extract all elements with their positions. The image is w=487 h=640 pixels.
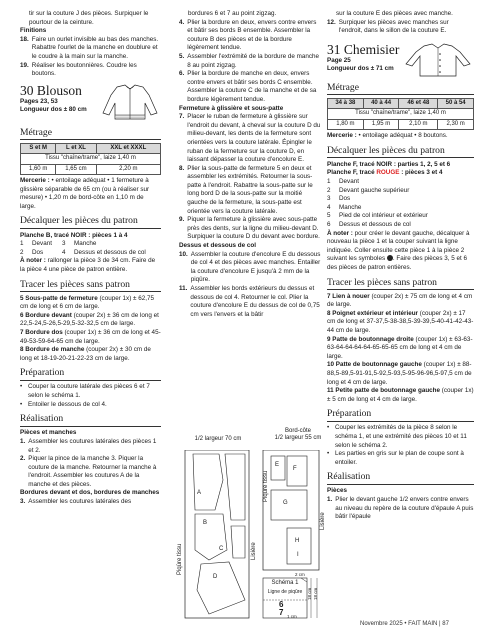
fabric-value: 2,10 m <box>399 119 438 129</box>
piece-letter: H <box>295 538 300 544</box>
size-header: S et M <box>21 143 56 153</box>
metrage-table <box>327 98 474 130</box>
piece-row: 1 Devant <box>327 177 359 185</box>
divider <box>20 139 161 140</box>
step-1: 1. Plier le devant gauche 1/2 envers contre envers au niveau du repère de la couture d'épaule A puis bâtir l'épaule <box>327 496 474 521</box>
intro-text: tir sur la couture J des pièces. Surpiquer le pourtour de la ceinture. <box>29 10 149 26</box>
step-1: 1. Assembler les coutures latérales des pièces 1 et 2. <box>20 437 157 454</box>
size-header: 46 et 48 <box>399 98 438 108</box>
dim-label: 2 cm <box>295 572 305 577</box>
chemisier-title: 31 Chemisier <box>327 41 400 57</box>
preparation-heading: Préparation <box>20 367 65 379</box>
preparation-heading: Préparation <box>327 408 372 420</box>
step-12: 12. Surpiquer les pièces avec manches sur l'endroit, dans le sillon de la couture E. <box>327 18 449 35</box>
fabric-row: Tissu "chaîne/trame", laize 1,40 m <box>21 154 161 164</box>
piece-letter: A <box>197 490 202 496</box>
step-4: 4. Plier la bordure en deux, envers contre envers et bâtir ses bords B ensemble. Assembler la couture B des pièces et de la bordure légèrement tendue. <box>179 18 317 52</box>
mercerie-text: Mercerie : • entoilage adéquat • 1 fermeture à glissière séparable de 65 cm (ou à réaliser sur mesure) • 1,20 m de bord-côte en 1,10 m de large. <box>20 177 150 210</box>
piece-letter: E <box>275 462 280 468</box>
piece-letter: C <box>219 546 224 552</box>
left-width-label: 1/2 largeur 70 cm <box>194 436 242 442</box>
tracer-heading: Tracer les pièces sans patron <box>327 276 437 288</box>
piece-row: 4 Manche <box>327 203 362 211</box>
metrage-heading: Métrage <box>20 126 52 138</box>
chemisier-length: Longueur dos ± 71 cm <box>327 65 394 73</box>
metrage-table <box>20 143 161 175</box>
divider <box>20 228 161 229</box>
piqure-tissu-label: Piqûre tissu <box>177 543 183 575</box>
piece-letter: I <box>297 552 299 558</box>
a-noter: À noter : pour créer le devant gauche, décalquer à nouveau la pièce 1 et la couper suivant la ligne indiquée. Coller ensuite cette pièce 1 à la pièce 2 suivant les symboles . Faire des pièces 3, 5 et 6 des pièces de patron entières. <box>327 229 470 271</box>
bullet-item: • Couper la couture latérale des pièces 6 et 7 selon le schéma 1. <box>20 383 150 400</box>
a-noter: À noter : rallonger la pièce 3 de 34 cm. Faire de la pièce 4 une pièce de patron entière. <box>20 257 156 273</box>
fabric-value: 2,30 m <box>438 119 474 129</box>
planche-f-red: Planche F, tracé ROUGE : pièces 3 et 4 <box>327 169 443 177</box>
blouson-length: Longueur dos ± 80 cm <box>20 106 87 114</box>
cutting-plan <box>177 428 327 620</box>
fabric-value: 1,60 m <box>21 164 56 174</box>
piece-row: 6 Dessus et dessous de col <box>327 220 411 228</box>
size-header: 34 à 38 <box>328 98 364 108</box>
ligne-label: Ligne de piqûre <box>267 589 303 595</box>
dim-label: 18 cm <box>307 587 312 600</box>
divider <box>327 421 474 422</box>
tracer-item-5: 5 Sous-patte de fermeture (couper 1x) ± 62,75 cm de long et 6 cm de large. <box>20 294 155 311</box>
divider <box>20 291 161 292</box>
piece-row: 3 Dos <box>327 195 351 203</box>
column-3 <box>327 10 474 522</box>
dessus-heading: Dessus et dessous de col <box>179 242 256 250</box>
bullet-item: • Couper les extrémités de la pièce 8 selon le schéma 1, et une extrémité des pièces 10 et 11 selon le schéma 2. <box>327 424 467 449</box>
step-9: 9. Piquer la fermeture à glissière avec sous-patte près des dents, sur la ligne du milieu-devant D. Surpiquer la couture D du devant avec bordure. <box>179 216 320 241</box>
blouson-header <box>20 83 161 123</box>
tracer-item-7: 7 Bordure dos (couper 1x) ± 36 cm de long et 45-49-53-59-64-65 cm de large. <box>20 328 161 345</box>
right-width-label: Bord-côte 1/2 largeur 55 cm <box>274 428 322 441</box>
piece-letter: B <box>203 520 208 526</box>
step-10: 10. Assembler la couture d'encolure E du dessous de col 4 et des pièces avec manches. Entailler la couture d'encolure E jusqu'à 2 mm de la piqûre. <box>179 250 321 284</box>
tracer-item-8: 8 Bordure de manche (couper 2x) ± 30 cm de long et 18-19-20-21-22-23 cm de large. <box>20 346 151 362</box>
piece-6-label: 6 <box>279 600 284 609</box>
divider <box>327 484 474 485</box>
step-3: 3. Assembler les coutures latérales des <box>20 498 132 506</box>
fabric-value: 2,20 m <box>96 164 160 174</box>
tracer-item-7: 7 Lien à nouer (couper 2x) ± 75 cm de long et 4 cm de large. <box>327 292 473 309</box>
divider <box>20 380 161 381</box>
bordures-heading: Bordures devant et dos, bordures de manches <box>20 489 160 497</box>
step-18: 18. Faire un ourlet invisible au bas des manches. Rabattre l'ourlet de la manche en doublure et le coudre à la main sur la manche. <box>20 35 159 60</box>
piece-letter: D <box>213 574 218 580</box>
chemisier-pages: Page 25 <box>327 56 351 64</box>
realisation-heading: Réalisation <box>327 471 371 483</box>
lisiere-label: Lisière <box>320 512 326 530</box>
tracer-item-8: 8 Poignet extérieur et intérieur (couper 2x) ± 17 cm de long et 37-37,5-38-38,5-39-39,5-40-41-42-43-44 cm de large. <box>327 309 474 334</box>
pieces-heading: Pièces <box>327 487 347 495</box>
intro-text: bordures 6 et 7 au point zigzag. <box>188 10 277 17</box>
divider <box>327 289 474 290</box>
divider <box>20 426 161 427</box>
step-6: 6. Plier la bordure de manche en deux, envers contre envers et bâtir ses bords C ensemble. Assembler la couture C de la manche et de sa bordure légèrement tendue. <box>179 70 317 103</box>
size-header: 50 à 54 <box>438 98 474 108</box>
column-2 <box>179 10 321 319</box>
decalquer-heading: Décalquer les pièces du patron <box>20 215 138 227</box>
piece-row: 1 Devant 3 Manche <box>20 240 97 248</box>
step-8: 8. Plier la sous-patte de fermeture 5 en deux et assembler les extrémités. Retourner la sous-patte à l'endroit. Rabattre la sous-patte sur le long bord D de la sous-patte sur la moitié gauche de la fermeture, la sous-patte est orientée vers la couture latérale. <box>179 164 313 215</box>
bullet-item: • Entoiler le dessous de col 4. <box>20 400 107 408</box>
column-1 <box>20 10 161 507</box>
size-header: L et XL <box>56 143 96 153</box>
fabric-value: 1,80 m <box>328 119 364 129</box>
dim-label: 18 cm <box>313 587 318 600</box>
fabric-value: 1,95 m <box>363 119 399 129</box>
size-header: 40 à 44 <box>363 98 399 108</box>
blouson-pages: Pages 23, 53 <box>20 97 58 105</box>
step-7: 7. Placer le ruban de fermeture à glissière sur l'endroit du devant, à cheval sur la couture D du milieu-devant, les dents de la fermeture sont orientées vers la couture latérale. Épingler le ruban de la fermeture sur la couture D, en laissant dépasser la couture d'encolure E. <box>179 113 321 164</box>
piece-letter: G <box>283 500 288 506</box>
divider <box>327 94 474 95</box>
intro-text: sur la couture E des pièces avec manche. <box>336 10 453 17</box>
planche-f: Planche F, tracé NOIR : parties 1, 2, 5 et 6 <box>327 160 451 168</box>
tracer-item-9: 9 Patte de boutonnage droite (couper 1x) ± 63-63-63-64-64-64-64-65-65-65 cm de long et 4 cm de large. <box>327 335 473 360</box>
realisation-heading: Réalisation <box>20 413 64 425</box>
dim-label: 1 cm <box>287 614 297 619</box>
blouson-sketch <box>99 83 161 123</box>
page-footer: Novembre 2025 • FAIT MAIN | 87 <box>360 621 449 627</box>
fabric-row: Tissu "chaîne/trame", laize 1,40 m <box>328 109 474 119</box>
metrage-heading: Métrage <box>327 81 359 93</box>
mercerie-text: Mercerie : • entoilage adéquat • 8 boutons. <box>327 132 448 140</box>
tracer-item-10: 10 Patte de boutonnage gauche (couper 1x) ± 88-88,5-89,5-91-91,5-92,5-93,5-95-96-96,5-97,5 cm de long et 4 cm de large. <box>327 361 472 386</box>
tracer-heading: Tracer les pièces sans patron <box>20 278 130 290</box>
lisiere-label: Lisière <box>251 542 257 560</box>
piece-letter: F <box>293 466 297 472</box>
planche-b: Planche B, tracé NOIR : pièces 1 à 4 <box>20 231 128 239</box>
piece-row: 2 Devant gauche supérieur <box>327 186 410 194</box>
fermeture-heading: Fermeture à glissière et sous-patte <box>179 104 284 112</box>
chemisier-header <box>327 42 474 78</box>
finitions-heading: Finitions <box>20 27 47 35</box>
step-19: 19. Réaliser les boutonnières. Coudre les boutons. <box>20 61 137 78</box>
bullet-item: • Les parties en gris sur le plan de coupe sont à entoiler. <box>327 450 464 466</box>
blouson-title: 30 Blouson <box>20 82 82 98</box>
step-11: 11. Assembler les bords extérieurs du dessus et dessous de col 4. Retourner le col. Plier la couture d'encolure E du dessus de col de 0,75 cm vers l'envers et la bâtir <box>179 285 320 318</box>
pieces-manches-heading: Pièces et manches <box>20 429 77 437</box>
tracer-item-6: 6 Bordure devant (couper 2x) ± 36 cm de long et 22,5-24,5-26,5-29,5-32-32,5 cm de large. <box>20 311 159 328</box>
tracer-item-11: 11 Petite patte de boutonnage gauche (couper 1x) ± 5 cm de long et 4 cm de large. <box>327 387 474 403</box>
chemisier-sketch <box>402 42 474 78</box>
divider <box>327 157 474 158</box>
decalquer-heading: Décalquer les pièces du patron <box>327 144 445 156</box>
piece-7-label: 7 <box>279 608 284 617</box>
step-5: 5. Assembler l'extrémité de la bordure de manche 8 au point zigzag. <box>179 52 320 69</box>
step-2: 2. Piquer la pince de la manche 3. Piquer la couture de la manche. Retourner la manche à l'endroit. Assembler les coutures A de la manche et des pièces. <box>20 455 157 488</box>
piece-row: 5 Pied de col intérieur et extérieur <box>327 212 428 220</box>
piece-row: 2 Dos 4 Dessus et dessous de col <box>20 248 146 256</box>
cutting-plan-drawing <box>179 450 327 620</box>
piqure-tissu-label: Piqûre tissu <box>263 470 269 502</box>
schema-label: Schéma 1 <box>271 580 299 586</box>
fabric-value: 1,65 cm <box>56 164 96 174</box>
size-header: XXL et XXXL <box>96 143 160 153</box>
